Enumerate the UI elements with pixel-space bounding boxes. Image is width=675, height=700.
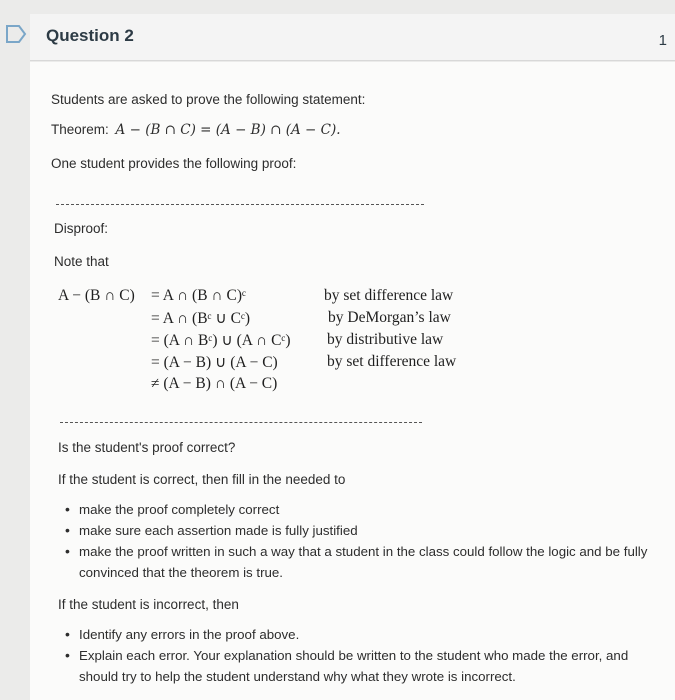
proof-lhs: A − (B ∩ C)	[58, 287, 135, 304]
one-student-text: One student provides the following proof:	[51, 156, 297, 171]
theorem-statement: A − (B ∩ C) = (A − B) ∩ (A − C).	[115, 122, 341, 138]
proof-expr: ≠ (A − B) ∩ (A − C)	[151, 375, 278, 392]
list-item: • make sure each assertion made is fully justified	[57, 520, 657, 541]
proof-reason: by set difference law	[324, 287, 454, 304]
proof-reason: by set difference law	[327, 353, 457, 370]
proof-expr: = A ∩ (B ∩ C)ᶜ	[151, 287, 246, 304]
intro-text: Students are asked to prove the following statement:	[51, 92, 366, 107]
proof-expr: = (A − B) ∪ (A − C)	[151, 354, 278, 371]
if-correct-text: If the student is correct, then fill in the needed to	[58, 472, 346, 487]
disproof-label: Disproof:	[54, 221, 109, 236]
question-body	[30, 62, 675, 700]
list-item: • Identify any errors in the proof above.	[57, 624, 662, 645]
proof-reason: by distributive law	[327, 331, 444, 348]
flag-question-icon[interactable]	[4, 23, 28, 45]
theorem-line	[51, 122, 341, 138]
list-item: • Explain each error. Your explanation should be written to the student who made the error, and should try to help the student understand why what they wrote is incorrect.	[57, 645, 662, 687]
correct-bullet-list	[57, 499, 657, 583]
question-title: Question 2	[46, 26, 134, 45]
question-header	[30, 14, 675, 61]
proof-expr: = (A ∩ Bᶜ) ∪ (A ∩ Cᶜ)	[151, 332, 291, 349]
theorem-label: Theorem:	[51, 122, 109, 137]
list-item: • make the proof completely correct	[57, 499, 657, 520]
proof-expr: = A ∩ (Bᶜ ∪ Cᶜ)	[151, 310, 251, 327]
incorrect-bullet-list	[57, 624, 662, 687]
if-incorrect-text: If the student is incorrect, then	[58, 597, 239, 612]
question-points: 1	[658, 32, 667, 49]
is-correct-question: Is the student's proof correct?	[58, 440, 236, 455]
divider-top	[56, 204, 424, 205]
note-that-text: Note that	[54, 254, 109, 269]
list-item: • make the proof written in such a way that a student in the class could follow the logic and be fully convinced that the theorem is true.	[57, 541, 657, 583]
divider-bottom	[60, 422, 422, 423]
proof-reason: by DeMorgan’s law	[328, 309, 451, 326]
